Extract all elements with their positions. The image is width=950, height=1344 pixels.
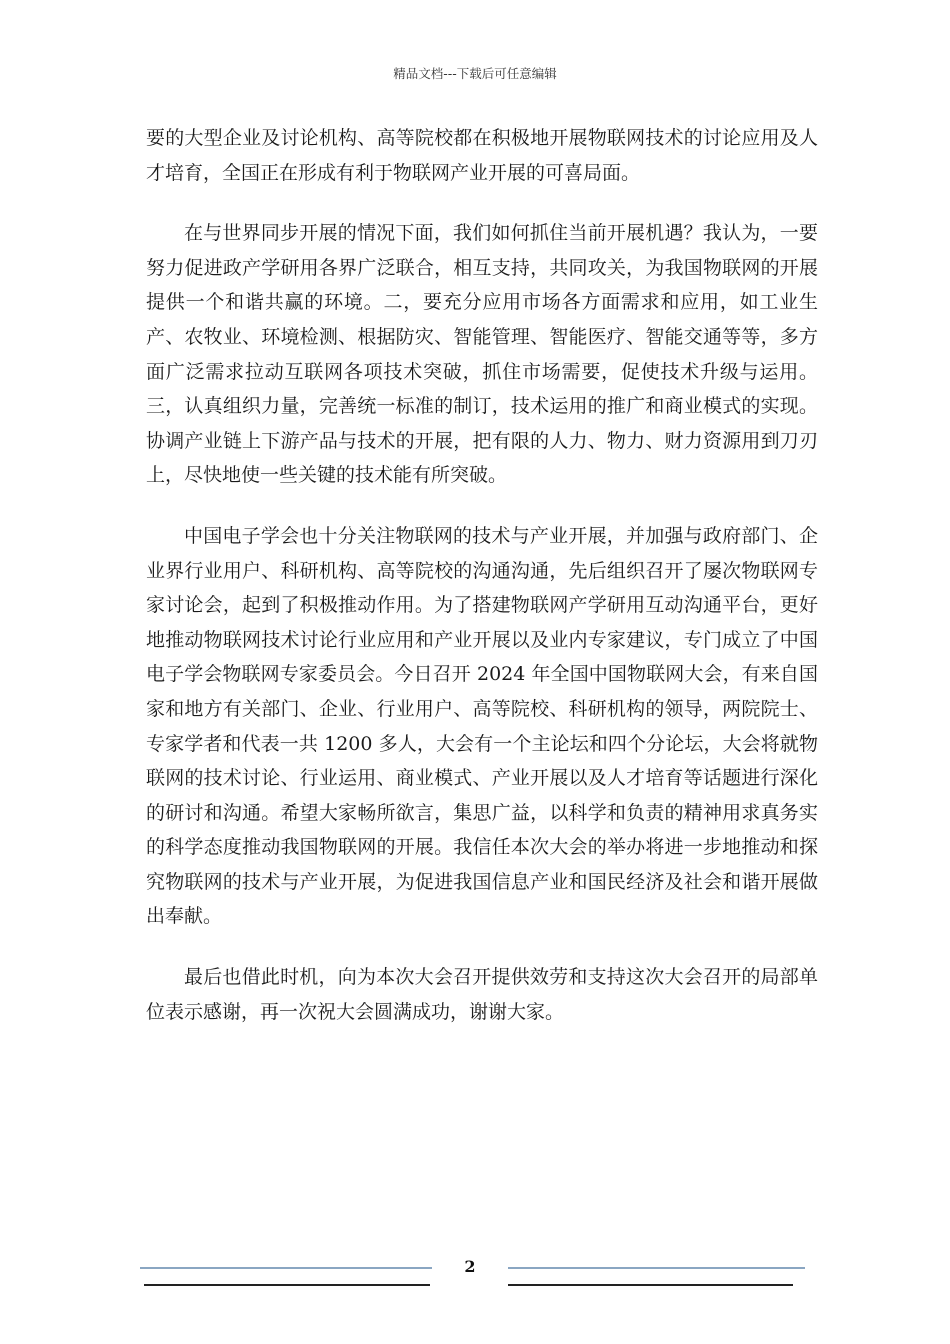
page-number: 2 bbox=[464, 1257, 476, 1276]
paragraph-1: 要的大型企业及讨论机构、高等院校都在积极地开展物联网技术的讨论应用及人才培育，全国正在形成有利于物联网产业开展的可喜局面。 bbox=[146, 127, 818, 184]
page-header: 精品文档---下载后可任意编辑 bbox=[393, 66, 557, 81]
page-footer bbox=[140, 1256, 805, 1296]
paragraph-2: 在与世界同步开展的情况下面，我们如何抓住当前开展机遇？我认为，一要努力促进政产学研用各界广泛联合，相互支持，共同攻关，为我国物联网的开展提供一个和谐共赢的环境。二，要充分应用市场各方面需求和应用，如工业生产、农牧业、环境检测、根据防灾、智能管理、智能医疗、智能交通等等，多方面广泛需求拉动互联网各项技术突破，抓住市场需要，促使技术升级与运用。三，认真组织力量，完善统一标准的制订，技术运用的推广和商业模式的实现。协调产业链上下游产品与技术的开展，把有限的人力、物力、财力资源用到刀刃上，尽快地使一些关键的技术能有所突破。 bbox=[146, 222, 818, 487]
footer-rule-left-top bbox=[140, 1267, 432, 1269]
footer-rule-right-top bbox=[508, 1267, 805, 1269]
footer-rule-left-bottom bbox=[144, 1284, 430, 1286]
paragraph-3: 中国电子学会也十分关注物联网的技术与产业开展，并加强与政府部门、企业界行业用户、科研机构、高等院校的沟通沟通，先后组织召开了屡次物联网专家讨论会，起到了积极推动作用。为了搭建物联网产学研用互动沟通平台，更好地推动物联网技术讨论行业应用和产业开展以及业内专家建议，专门成立了中国电子学会物联网专家委员会。今日召开 2024 年全国中国物联网大会，有来自国家和地方有关部门、企业、行业用户、高等院校、科研机构的领导，两院院士、专家学者和代表一共 1200 多人，大会有一个主论坛和四个分论坛，大会将就物联网的技术讨论、行业运用、商业模式、产业开展以及人才培育等话题进行深化的研讨和沟通。希望大家畅所欲言，集思广益，以科学和负责的精神用求真务实的科学态度推动我国物联网的开展。我信任本次大会的举办将进一步地推动和探究物联网的技术与产业开展，为促进我国信息产业和国民经济及社会和谐开展做出奉献。 bbox=[146, 524, 818, 928]
footer-rule-right-bottom bbox=[508, 1284, 793, 1286]
paragraph-4: 最后也借此时机，向为本次大会召开提供效劳和支持这次大会召开的局部单位表示感谢，再一次祝大会圆满成功，谢谢大家。 bbox=[146, 966, 818, 1023]
document-body bbox=[146, 121, 818, 1029]
